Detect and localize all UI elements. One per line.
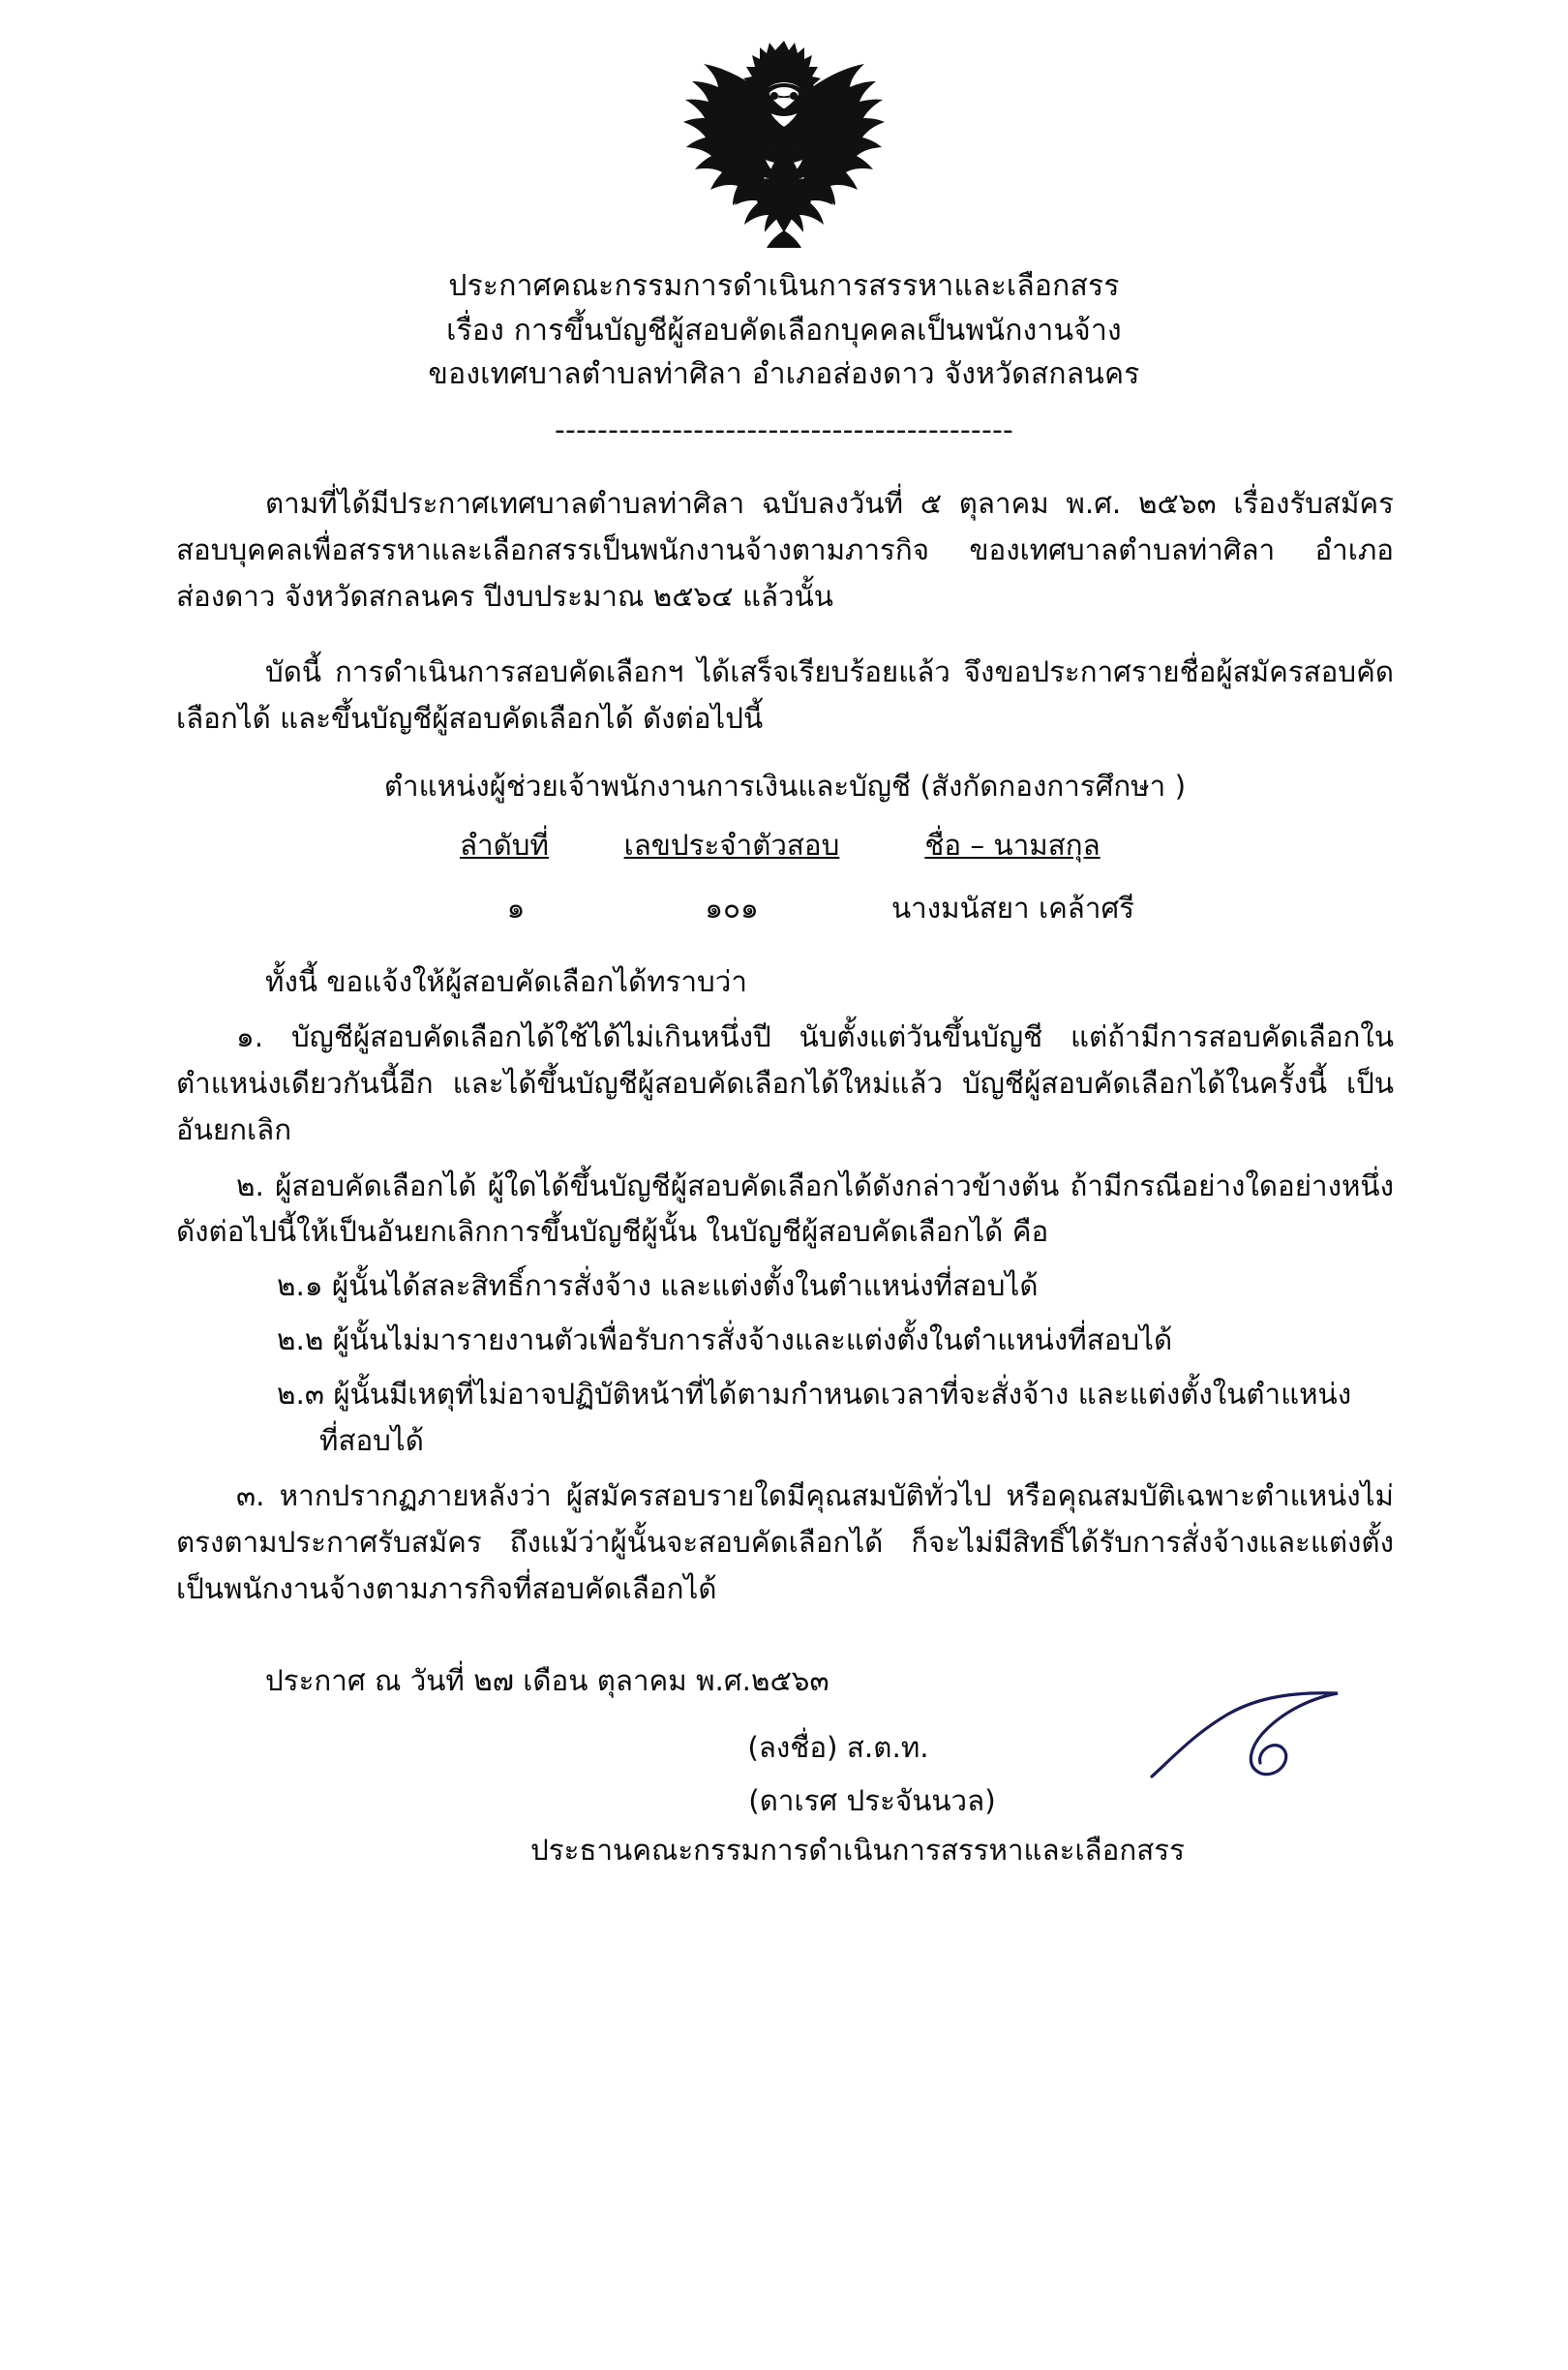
column-header-rank: ลำดับที่ [460, 828, 549, 862]
condition-item-2-2 [176, 1318, 1394, 1364]
condition-item-1 [176, 1015, 1394, 1153]
signature-block [176, 1724, 1394, 1966]
condition-item-2-3 [176, 1372, 1394, 1418]
notice-intro [176, 959, 1394, 1006]
garuda-emblem [663, 33, 905, 251]
condition-item-2-3-continued-text: ที่สอบได้ [319, 1423, 424, 1457]
condition-item-2-text: ๒. ผู้สอบคัดเลือกได้ ผู้ใดได้ขึ้นบัญชีผู้สอบคัดเลือกได้ดังกล่าวข้างต้น ถ้ามีกรณีอย่างใดอย่างหนึ่งดังต่อไปนี้ให้เป็นอันยกเลิกการขึ้นบัญชีผู้นั้น ในบัญชีผู้สอบคัดเลือกได้ คือ [176, 1169, 1394, 1249]
signature-label: (ลงชื่อ) ส.ต.ท. [747, 1730, 929, 1764]
column-header-exam-number: เลขประจำตัวสอบ [623, 828, 840, 862]
condition-item-3-text: ๓. หากปรากฏภายหลังว่า ผู้สมัครสอบรายใดมีคุณสมบัติทั่วไป หรือคุณสมบัติเฉพาะตำแหน่งไม่ตรงตามประกาศรับสมัคร ถึงแม้ว่าผู้นั้นจะสอบคัดเลือกได้ ก็จะไม่มีสิทธิ์ได้รับการสั่งจ้างและแต่งตั้งเป็นพนักงานจ้างตามภารกิจที่สอบคัดเลือกได้ [176, 1479, 1394, 1605]
condition-item-2-3-continued [176, 1418, 1394, 1465]
emblem-container [0, 0, 1568, 251]
paragraph-reference [176, 481, 1394, 620]
document-heading [0, 264, 1568, 452]
heading-divider: ------------------------------------------- [554, 412, 1014, 447]
signature-title: ประธานคณะกรรมการดำเนินการสรรหาและเลือกสรร [530, 1833, 1185, 1867]
cell-name: นางมนัสยา เคล้าศรี [891, 891, 1135, 925]
condition-item-2 [176, 1164, 1394, 1257]
results-table [417, 818, 1153, 934]
condition-item-2-1-text: ๒.๑ ผู้นั้นได้สละสิทธิ์การสั่งจ้าง และแต่งตั้งในตำแหน่งที่สอบได้ [277, 1269, 1039, 1303]
signature-name: (ดาเรศ ประจันนวล) [748, 1783, 996, 1817]
condition-item-1-text: ๑. บัญชีผู้สอบคัดเลือกได้ใช้ได้ไม่เกินหนึ่งปี นับตั้งแต่วันขึ้นบัญชี แต่ถ้ามีการสอบคัดเลือกในตำแหน่งเดียวกันนี้อีก และได้ขึ้นบัญชีผู้สอบคัดเลือกได้ใหม่แล้ว บัญชีผู้สอบคัดเลือกได้ในครั้งนี้ เป็นอันยกเลิก [176, 1020, 1394, 1146]
cell-rank: ๑ [506, 891, 526, 925]
table-row [417, 871, 1153, 934]
column-header-name: ชื่อ – นามสกุล [924, 828, 1101, 862]
paragraph-result-text: บัดนี้ การดำเนินการสอบคัดเลือกฯ ได้เสร็จเรียบร้อยแล้ว จึงขอประกาศรายชื่อผู้สมัครสอบคัดเลือกได้ และขึ้นบัญชีผู้สอบคัดเลือกได้ ดังต่อไปนี้ [176, 654, 1394, 735]
position-title: ตำแหน่งผู้ช่วยเจ้าพนักงานการเงินและบัญชี (สังกัดกองการศึกษา ) [383, 770, 1187, 804]
paragraph-reference-text: ตามที่ได้มีประกาศเทศบาลตำบลท่าศิลา ฉบับลงวันที่ ๕ ตุลาคม พ.ศ. ๒๕๖๓ เรื่องรับสมัครสอบบุคคลเพื่อสรรหาและเลือกสรรเป็นพนักงานจ้างตามภารกิจ ของเทศบาลตำบลท่าศิลา อำเภอส่องดาว จังหวัดสกลนคร ปีงบประมาณ ๒๕๖๔ แล้วนั้น [176, 487, 1394, 613]
heading-line-2: เรื่อง การขึ้นบัญชีผู้สอบคัดเลือกบุคคลเป็นพนักงานจ้าง [446, 313, 1122, 348]
condition-item-3 [176, 1474, 1394, 1612]
table-header-row [417, 818, 1153, 871]
cell-exam-number: ๑๐๑ [705, 891, 759, 925]
announcement-date: ประกาศ ณ วันที่ ๒๗ เดือน ตุลาคม พ.ศ.๒๕๖๓ [265, 1663, 829, 1697]
paragraph-result [176, 650, 1394, 743]
condition-item-2-1 [176, 1263, 1394, 1310]
condition-item-2-2-text: ๒.๒ ผู้นั้นไม่มารายงานตัวเพื่อรับการสั่งจ้างและแต่งตั้งในตำแหน่งที่สอบได้ [277, 1323, 1173, 1356]
notice-intro-text: ทั้งนี้ ขอแจ้งให้ผู้สอบคัดเลือกได้ทราบว่า [265, 964, 747, 998]
heading-line-1: ประกาศคณะกรรมการดำเนินการสรรหาและเลือกสรร [448, 269, 1120, 303]
heading-line-3: ของเทศบาลตำบลท่าศิลา อำเภอส่องดาว จังหวัดสกลนคร [428, 357, 1140, 392]
condition-item-2-3-text: ๒.๓ ผู้นั้นมีเหตุที่ไม่อาจปฏิบัติหน้าที่ได้ตามกำหนดเวลาที่จะสั่งจ้าง และแต่งตั้งในตำแหน่ง [277, 1377, 1352, 1411]
document-body [174, 481, 1394, 1965]
